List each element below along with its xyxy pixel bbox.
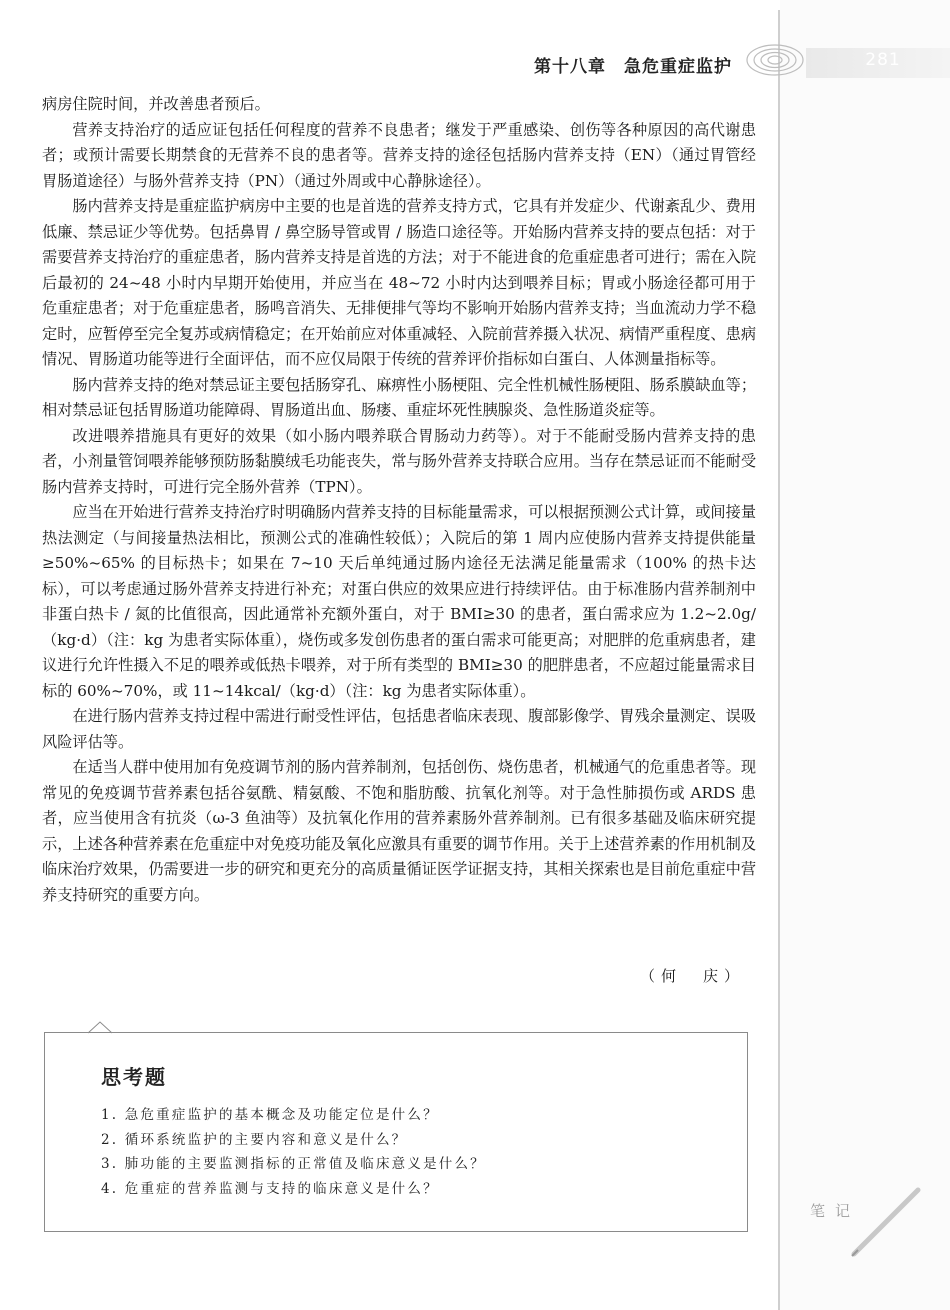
notes-label: 笔记 bbox=[810, 1202, 861, 1220]
paragraph: 在进行肠内营养支持过程中需进行耐受性评估，包括患者临床表现、腹部影像学、胃残余量测定、误吸风险评估等。 bbox=[42, 707, 756, 751]
questions-box bbox=[44, 1032, 748, 1232]
author-credit: （何 庆） bbox=[640, 967, 746, 985]
chapter-title: 第十八章 急危重症监护 bbox=[534, 57, 732, 77]
question-item: 1. 急危重症监护的基本概念及功能定位是什么？ bbox=[101, 1107, 439, 1123]
margin-rule bbox=[778, 10, 780, 1310]
notes-column bbox=[780, 0, 950, 1310]
pen-icon bbox=[846, 1180, 926, 1260]
paragraph: 肠内营养支持的绝对禁忌证主要包括肠穿孔、麻痹性小肠梗阻、完全性机械性肠梗阻、肠系膜缺血等；相对禁忌证包括胃肠道功能障碍、胃肠道出血、肠瘘、重症坏死性胰腺炎、急性肠道炎症等。 bbox=[42, 375, 756, 419]
paragraph: 在适当人群中使用加有免疫调节剂的肠内营养制剂，包括创伤、烧伤患者，机械通气的危重患者等。现常见的免疫调节营养素包括谷氨酰、精氨酸、不饱和脂肪酸、抗氧化剂等。对于急性肺损伤或 ARDS 患者，应当使用含有抗炎（ω-3 鱼油等）及抗氧化作用的营养素肠外营养制剂。已有很多基础及临床研究提示，上述各种营养素在危重症中对免疫功能及氧化应激具有重要的调节作用。关于上述营养素的作用机制及临床治疗效果，仍需要进一步的研究和更充分的高质量循证医学证据支持，其相关探索也是目前危重症中营养支持研究的重要方向。 bbox=[42, 758, 756, 904]
page-header bbox=[0, 40, 950, 84]
paragraph: 肠内营养支持是重症监护病房中主要的也是首选的营养支持方式，它具有并发症少、代谢紊乱少、费用低廉、禁忌证少等优势。包括鼻胃 / 鼻空肠导管或胃 / 肠造口途径等。开始肠内营养支持的要点包括：对于需要营养支持治疗的重症患者，肠内营养支持是首选的方法；对于不能进食的危重症患者可进行；需在入院后最初的 24~48 小时内早期开始使用，并应当在 48~72 小时内达到喂养目标；胃或小肠途径都可用于危重症患者；对于危重症患者，肠鸣音消失、无排便排气等均不影响开始肠内营养支持；当血流动力学不稳定时，应暂停至完全复苏或病情稳定；在开始前应对体重减轻、入院前营养摄入状况、病情严重程度、患病情况、胃肠道功能等进行全面评估，而不应仅局限于传统的营养评价指标如白蛋白、人体测量指标等。 bbox=[42, 197, 756, 368]
paragraph: 应当在开始进行营养支持治疗时明确肠内营养支持的目标能量需求，可以根据预测公式计算，或间接量热法测定（与间接量热法相比，预测公式的准确性较低）；入院后的第 1 周内应使肠内营养支持提供能量≥50%~65% 的目标热卡；如果在 7~10 天后单纯通过肠内途径无法满足能量需求（100% 的热卡达标），可以考虑通过肠外营养支持进行补充；对蛋白供应的效果应进行持续评估。由于标准肠内营养制剂中非蛋白热卡 / 氮的比值很高，因此通常补充额外蛋白，对于 BMI≥30 的患者，蛋白需求应为 1.2~2.0g/（kg·d）（注：kg 为患者实际体重），烧伤或多发创伤患者的蛋白需求可能更高；对肥胖的危重病患者，建议进行允许性摄入不足的喂养或低热卡喂养，对于所有类型的 BMI≥30 的肥胖患者，不应超过能量需求目标的 60%~70%，或 11~14kcal/（kg·d）（注：kg 为患者实际体重）。 bbox=[42, 503, 756, 700]
paragraph: 改进喂养措施具有更好的效果（如小肠内喂养联合胃肠动力药等）。对于不能耐受肠内营养支持的患者，小剂量管饲喂养能够预防肠黏膜绒毛功能丧失，常与肠外营养支持联合应用。当存在禁忌证而不能耐受肠内营养支持时，可进行完全肠外营养（TPN）。 bbox=[42, 426, 756, 496]
question-item: 4. 危重症的营养监测与支持的临床意义是什么？ bbox=[101, 1180, 439, 1197]
main-text bbox=[42, 92, 756, 908]
question-item: 3. 肺功能的主要监测指标的正常值及临床意义是什么？ bbox=[101, 1156, 486, 1172]
paragraph: 营养支持治疗的适应证包括任何程度的营养不良患者；继发于严重感染、创伤等各种原因的高代谢患者；或预计需要长期禁食的无营养不良的患者等。营养支持的途径包括肠内营养支持（EN）（通过胃管经胃肠道途径）与肠外营养支持（PN）（通过外周或中心静脉途径）。 bbox=[42, 120, 756, 190]
paragraph: 病房住院时间，并改善患者预后。 bbox=[42, 95, 270, 113]
page-number: 281 bbox=[865, 50, 901, 70]
questions-title: 思考题 bbox=[101, 1065, 167, 1089]
question-item: 2. 循环系统监护的主要内容和意义是什么？ bbox=[101, 1131, 408, 1148]
questions-list bbox=[101, 1103, 486, 1201]
swirl-logo-icon bbox=[744, 42, 806, 78]
